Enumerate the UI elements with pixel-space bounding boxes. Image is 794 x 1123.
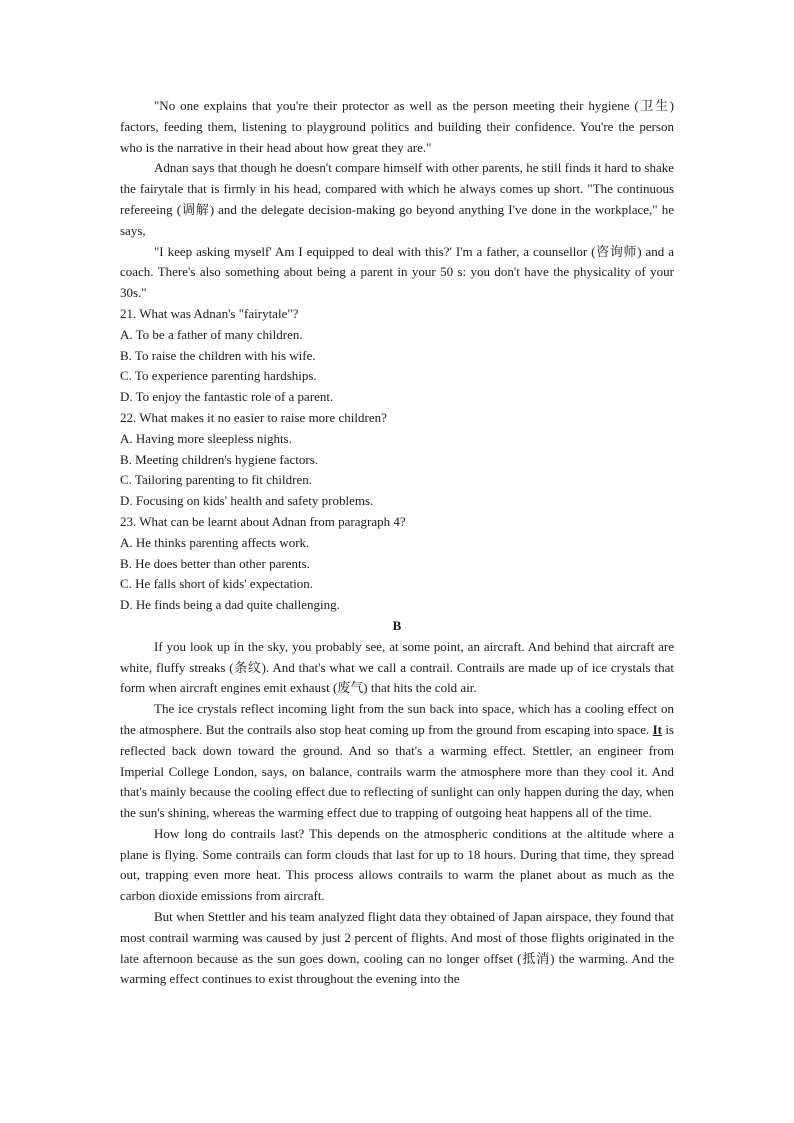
section-b-heading: B xyxy=(392,617,402,633)
paragraph-text-before: The ice crystals reflect incoming light from the sun back into space, which has a cooling effect on the atmosphere. But the contrails also stop heat coming up from the ground from escaping into space. xyxy=(120,701,674,737)
option-d: D. To enjoy the fantastic role of a parent. xyxy=(120,389,334,405)
section-b-paragraph-2 xyxy=(120,699,674,824)
passage-a-paragraph-1: "No one explains that you're their protector as well as the person meeting their hygiene (卫生) factors, feeding them, listening to playground politics and building their confidence. You're the person who is the narrative in their head about how great they are." xyxy=(120,98,674,155)
option-d: D. Focusing on kids' health and safety problems. xyxy=(120,493,374,509)
question-stem: 22. What makes it no easier to raise more children? xyxy=(120,409,387,425)
section-b-paragraph-1: If you look up in the sky, you probably see, at some point, an aircraft. And behind that aircraft are white, fluffy streaks (条纹). And that's what we call a contrail. Contrails are made up of ice crystals that form when aircraft engines emit exhaust (废气) that hits the cold air. xyxy=(120,638,674,696)
section-b-paragraph-3: How long do contrails last? This depends on the atmospheric conditions at the altitude where a plane is flying. Some contrails can form clouds that last for up to 18 hours. During that time, they spread out, trapping even more heat. This process allows contrails to warm the planet about as much as the carbon dioxide emissions from aircraft. xyxy=(120,825,674,904)
passage-a-paragraph-3: "I keep asking myself' Am I equipped to deal with this?' I'm a father, a counsellor (咨询师) and a coach. There's also something about being a parent in your 50 s: you don't have the physicality of your 30s." xyxy=(120,243,674,301)
paragraph-text-after: is reflected back down toward the ground. And so that's a warming effect. Stettler, an engineer from Imperial College London, says, on balance, contrails warm the atmosphere more than they cool it. And that's mainly because the cooling effect due to reflecting of sunlight can only happen during the day, when the sun's shining, whereas the warming effect due to trapping of outgoing heat happens all of the time. xyxy=(120,721,674,821)
option-d: D. He finds being a dad quite challenging. xyxy=(120,597,340,613)
question-stem: 21. What was Adnan's "fairytale"? xyxy=(120,305,299,321)
section-b-paragraph-4: But when Stettler and his team analyzed flight data they obtained of Japan airspace, they found that most contrail warming was caused by just 2 percent of flights. And most of those flights originated in the late afternoon because as the sun goes down, cooling can no longer offset (抵消) the warming. And the warming effect continues to exist throughout the evening into the xyxy=(120,909,674,987)
option-a: A. Having more sleepless nights. xyxy=(120,430,292,446)
underlined-word: It xyxy=(652,721,662,737)
option-b: B. Meeting children's hygiene factors. xyxy=(120,451,319,467)
option-b: B. He does better than other parents. xyxy=(120,555,310,571)
question-21 xyxy=(120,304,674,408)
option-b: B. To raise the children with his wife. xyxy=(120,347,316,363)
question-23 xyxy=(120,512,674,616)
option-a: A. To be a father of many children. xyxy=(120,326,303,342)
option-c: C. He falls short of kids' expectation. xyxy=(120,576,313,592)
option-c: C. Tailoring parenting to fit children. xyxy=(120,472,313,488)
question-22 xyxy=(120,408,674,512)
option-c: C. To experience parenting hardships. xyxy=(120,368,317,384)
question-stem: 23. What can be learnt about Adnan from paragraph 4? xyxy=(120,513,406,529)
option-a: A. He thinks parenting affects work. xyxy=(120,534,310,550)
passage-a-paragraph-2: Adnan says that though he doesn't compare himself with other parents, he still finds it hard to shake the fairytale that is firmly in his head, compared with which he always comes up short. "The continuous refereeing (调解) and the delegate decision-making go beyond anything I've done in the workplace," he says, xyxy=(120,160,674,238)
document-page xyxy=(120,96,674,990)
